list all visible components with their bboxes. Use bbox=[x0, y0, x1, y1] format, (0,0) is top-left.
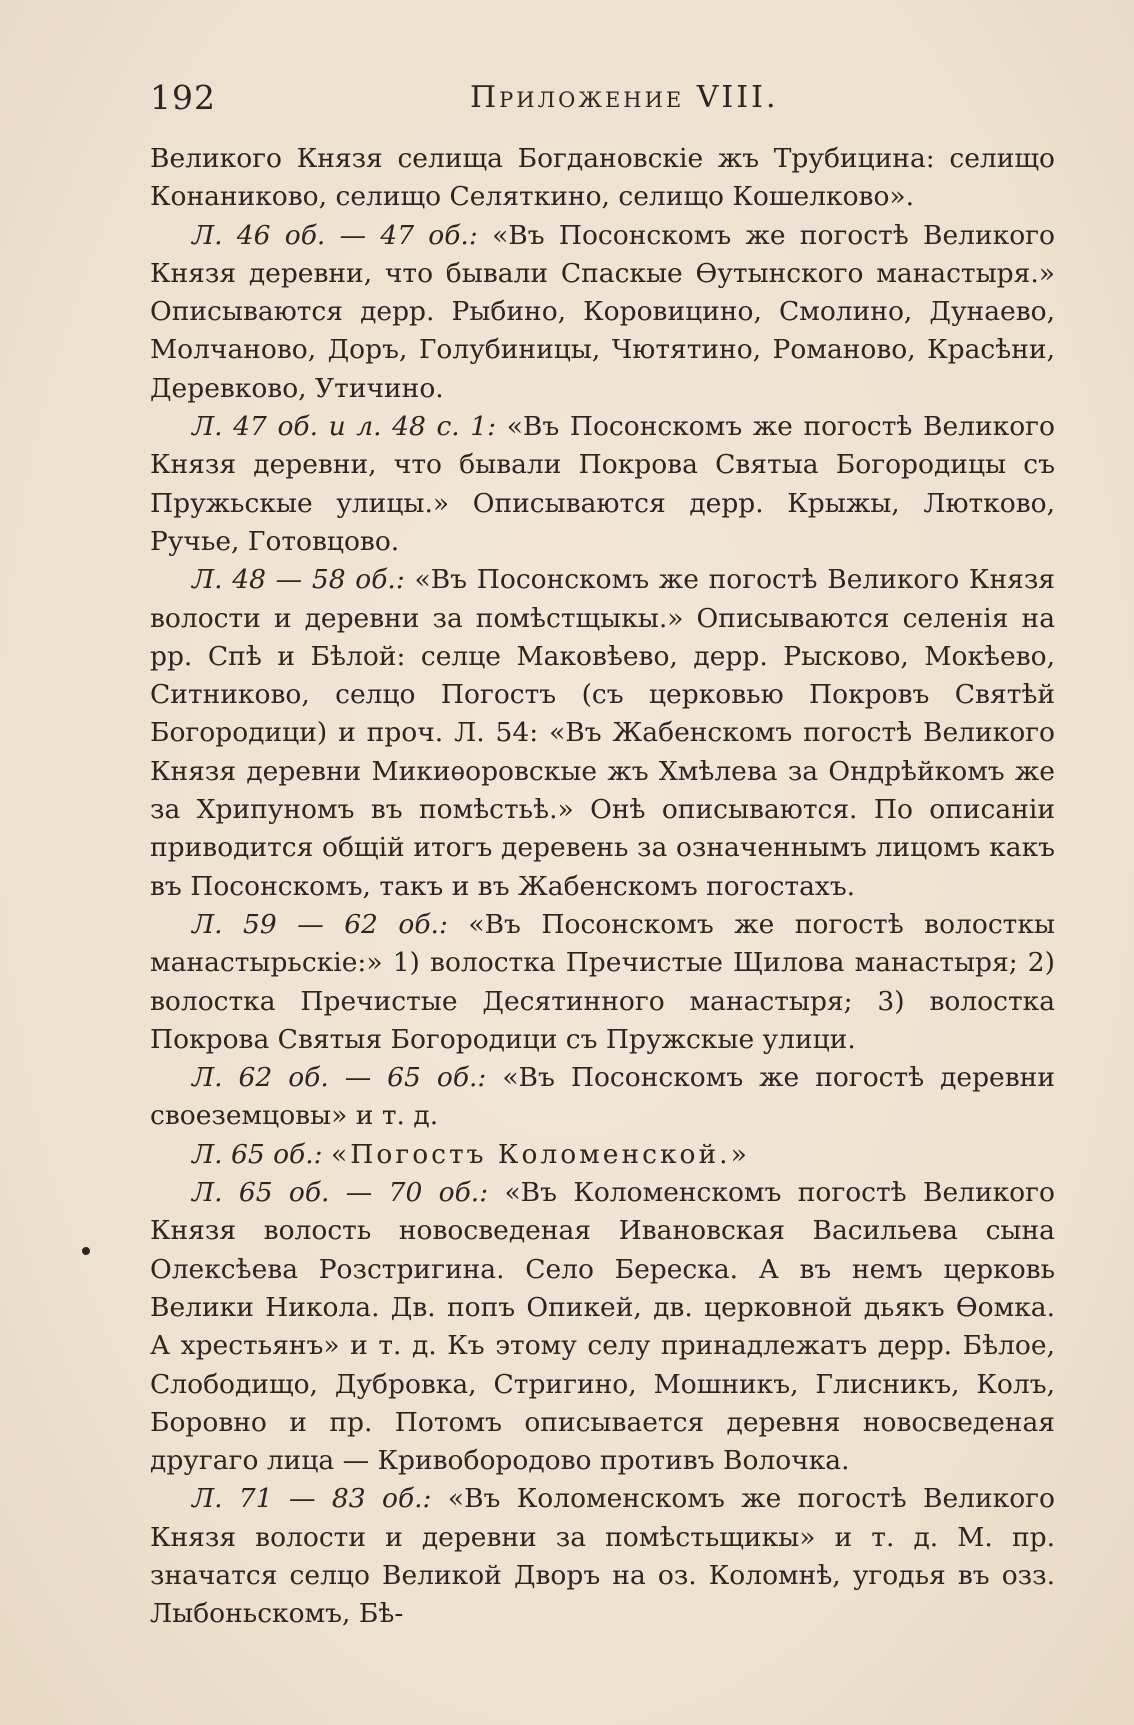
paragraph-entry bbox=[150, 408, 1055, 561]
page-number: 192 bbox=[150, 78, 216, 117]
paragraph-text: «Въ Посонскомъ же погостѣ Великого Князя деревни, что бывали Покрова Святыа Богородицы съ Пружьскые улицы.» Описываются дерр. Крыжы, Лютково, Ручье, Готовцово. bbox=[150, 411, 1055, 557]
paragraph-continuation bbox=[150, 140, 1055, 217]
folio-reference: Л. 59 — 62 об.: bbox=[192, 908, 448, 940]
paragraph-text: «Въ Посонскомъ же погостѣ деревни своеземцовы» и т. д. bbox=[150, 1062, 1055, 1132]
paragraph-entry bbox=[150, 1136, 1055, 1174]
folio-reference: Л. 71 — 83 об.: bbox=[192, 1483, 432, 1515]
paragraph-text: Великого Князя селища Богдановскіе жъ Трубицина: селищо Конаниково, селищо Селяткино, селищо Кошелково». bbox=[150, 143, 1055, 213]
running-title: Приложение VIII. bbox=[470, 80, 779, 115]
paragraph-entry bbox=[150, 1480, 1055, 1633]
paragraph-entry bbox=[150, 217, 1055, 408]
folio-reference: Л. 62 об. — 65 об.: bbox=[192, 1062, 487, 1094]
folio-reference: Л. 46 об. — 47 об.: bbox=[192, 219, 478, 251]
paragraph-entry bbox=[150, 561, 1055, 906]
paragraph-text: «Въ Посонскомъ же погостѣ волосткы манастырьскіе:» 1) волостка Пречистые Щилова манастыря; 2) волостка Пречистые Десятинного манастыря; 3) волостка Покрова Святыя Богородици съ Пружскые улици. bbox=[150, 908, 1055, 1055]
folio-reference: Л. 65 об. — 70 об.: bbox=[192, 1177, 489, 1209]
paragraph-entry bbox=[150, 1174, 1055, 1480]
ink-spot bbox=[82, 1247, 90, 1255]
paragraph-text: «Въ Коломенскомъ же погостѣ Великого Князя волости и деревни за помѣстьщикы» и т. д. М. пр. значатся селцо Великой Дворъ на оз. Коломнѣ, угодья въ озз. Лыбоньскомъ, Бѣ- bbox=[150, 1483, 1055, 1630]
paragraph-text: «Погостъ Коломенской.» bbox=[331, 1138, 750, 1170]
paragraph-text: «Въ Посонскомъ же погостѣ Великого Князя деревни, что бывали Спаскые Ѳутынского манастыря.» Описываются дерр. Рыбино, Коровицино, Смолино, Дунаево, Молчаново, Доръ, Голубиницы, Чютятино, Романово, Красѣни, Деревково, Утичино. bbox=[150, 219, 1055, 404]
folio-reference: Л. 48 — 58 об.: bbox=[192, 564, 405, 596]
running-head bbox=[150, 78, 1050, 122]
folio-reference: Л. 47 об. и л. 48 с. 1: bbox=[192, 411, 497, 443]
paragraph-text: «Въ Посонскомъ же погостѣ Великого Князя волости и деревни за помѣстщыкы.» Описываются селенія на рр. Спѣ и Бѣлой: селце Маковѣево, дерр. Рысково, Мокѣево, Ситниково, селцо Погостъ (съ церковью Покровъ Святѣй Богородици) и проч. Л. 54: «Въ Жабенскомъ погостѣ Великого Князя деревни Микиѳоровскые жъ Хмѣлева за Ондрѣйкомъ же за Хрипуномъ въ помѣстьѣ.» Онѣ описываются. По описаніи приводится общій итогъ деревень за означеннымъ лицомъ какъ въ Посонскомъ, такъ и въ Жабенскомъ погостахъ. bbox=[150, 564, 1055, 902]
folio-reference: Л. 65 об.: bbox=[192, 1138, 323, 1170]
paragraph-text: «Въ Коломенскомъ погостѣ Великого Князя волость новосведеная Ивановская Васильева сына Олексѣева Розстригина. Село Береска. А въ немъ церковь Велики Никола. Дв. попъ Опикей, дв. церковной дьякъ Ѳомка. А хрестьянъ» и т. д. Къ этому селу принадлежатъ дерр. Бѣлое, Слободищо, Дубровка, Стригино, Мошникъ, Глисникъ, Колъ, Боровно и пр. Потомъ описывается деревня новосведеная другаго лица — Кривобородово противъ Волочка. bbox=[150, 1177, 1055, 1477]
paragraph-entry bbox=[150, 1059, 1055, 1136]
paragraph-entry bbox=[150, 906, 1055, 1059]
body-text bbox=[150, 140, 1055, 1634]
